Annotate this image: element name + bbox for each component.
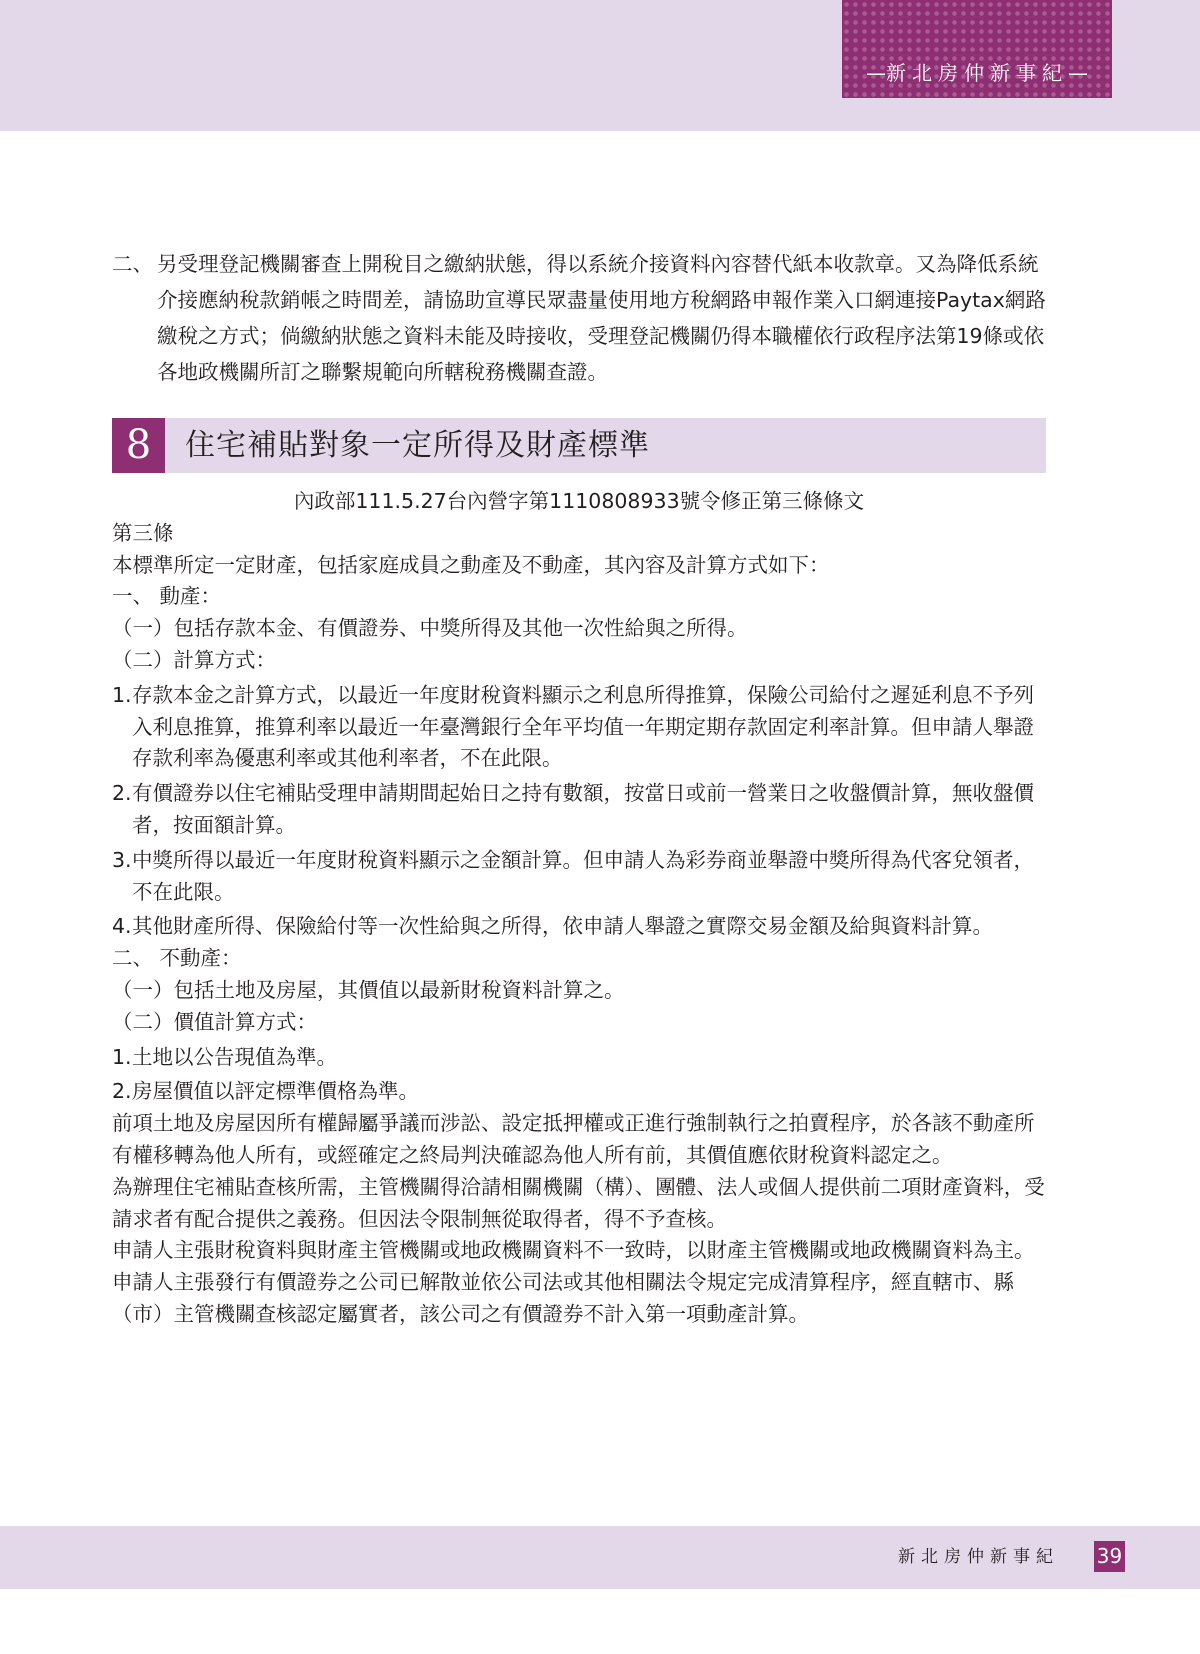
footer-band xyxy=(0,1526,1200,1589)
movable-sub-1: （一）包括存款本金、有價證券、中獎所得及其他一次性給與之所得。 xyxy=(112,616,748,641)
dash-right-decoration: — xyxy=(1068,61,1088,85)
list-item-text: 房屋價值以評定標準價格為準。 xyxy=(132,1079,419,1104)
lead-paragraph: 本標準所定一定財產，包括家庭成員之動產及不動產，其內容及計算方式如下： xyxy=(112,552,830,577)
list-item xyxy=(112,1042,1046,1074)
list-item-number: 1. xyxy=(112,682,132,707)
brand-title-text: 新北房仲新事紀 xyxy=(886,61,1068,85)
section-heading xyxy=(112,418,1046,473)
list-item-text: 土地以公告現值為準。 xyxy=(132,1044,337,1069)
immovable-heading: 二、 不動產： xyxy=(112,946,242,971)
article-label: 第三條 xyxy=(112,520,174,545)
section-number: 8 xyxy=(112,418,165,473)
dash-left-decoration: — xyxy=(866,61,886,85)
intro-text: 另受理登記機關審查上開稅目之繳納狀態，得以系統介接資料內容替代紙本收款章。又為降低系統介接應納稅款銷帳之時間差，請協助宣導民眾盡量使用地方稅網路申報作業入口網連接Paytax網路繳稅之方式；倘繳納狀態之資料未能及時接收，受理登記機關仍得本職權依行政程序法第19條或依各地政機關所訂之聯繫規範向所轄稅務機關查證。 xyxy=(157,252,1046,384)
list-item xyxy=(112,911,1046,943)
reference-line: 內政部111.5.27台內營字第1110808933號令修正第三條條文 xyxy=(293,489,865,513)
intro-number: 二、 xyxy=(112,252,153,276)
list-item-number: 1. xyxy=(112,1044,132,1069)
header-band xyxy=(0,0,1200,131)
intro-item xyxy=(112,246,1046,390)
paragraph: 申請人主張財稅資料與財產主管機關或地政機關資料不一致時，以財產主管機關或地政機關資料為主。 xyxy=(112,1238,1035,1263)
brand-tab xyxy=(842,0,1112,98)
list-item xyxy=(112,1076,1046,1108)
list-item-number: 2. xyxy=(112,781,132,806)
movable-heading: 一、 動產： xyxy=(112,584,222,609)
list-item xyxy=(112,845,1046,909)
paragraph: 為辦理住宅補貼查核所需，主管機關得洽請相關機關（構）、團體、法人或個人提供前二項財產資料，受請求者有配合提供之義務。但因法令限制無從取得者，得不予查核。 xyxy=(112,1174,1045,1231)
main-content xyxy=(112,246,1046,1331)
paragraph: 前項土地及房屋因所有權歸屬爭議而涉訟、設定抵押權或正進行強制執行之拍賣程序，於各該不動產所有權移轉為他人所有，或經確定之終局判決確認為他人所有前，其價值應依財稅資料認定之。 xyxy=(112,1111,1035,1167)
immovable-sub-1: （一）包括土地及房屋，其價值以最新財稅資料計算之。 xyxy=(112,977,625,1002)
brand-title xyxy=(842,57,1112,86)
footer-brand: 新北房仲新事紀 xyxy=(898,1547,1059,1567)
list-item-text: 存款本金之計算方式，以最近一年度財稅資料顯示之利息所得推算，保險公司給付之遲延利息不予列入利息推算，推算利率以最近一年臺灣銀行全年平均值一年期定期存款固定利率計算。但申請人舉證存款利率為優惠利率或其他利率者，不在此限。 xyxy=(132,682,1034,771)
list-item-number: 3. xyxy=(112,847,132,872)
paragraph: 申請人主張發行有價證券之公司已解散並依公司法或其他相關法令規定完成清算程序，經直轄市、縣（市）主管機關查核認定屬實者，該公司之有價證券不計入第一項動產計算。 xyxy=(112,1270,1014,1326)
movable-sub-2: （二）計算方式： xyxy=(112,647,276,672)
list-item-text: 其他財產所得、保險給付等一次性給與之所得，依申請人舉證之實際交易金額及給與資料計算。 xyxy=(132,914,993,939)
list-item-number: 2. xyxy=(112,1079,132,1104)
list-item-text: 中獎所得以最近一年度財稅資料顯示之金額計算。但申請人為彩券商並舉證中獎所得為代客兌領者，不在此限。 xyxy=(132,847,1034,904)
list-item xyxy=(112,778,1046,842)
list-item xyxy=(112,680,1046,775)
list-item-number: 4. xyxy=(112,914,132,939)
section-title: 住宅補貼對象一定所得及財產標準 xyxy=(185,428,650,463)
immovable-sub-2: （二）價值計算方式： xyxy=(112,1009,317,1034)
page-number: 39 xyxy=(1094,1541,1125,1572)
list-item-text: 有價證券以住宅補貼受理申請期間起始日之持有數額，按當日或前一營業日之收盤價計算，無收盤價者，按面額計算。 xyxy=(132,781,1034,837)
